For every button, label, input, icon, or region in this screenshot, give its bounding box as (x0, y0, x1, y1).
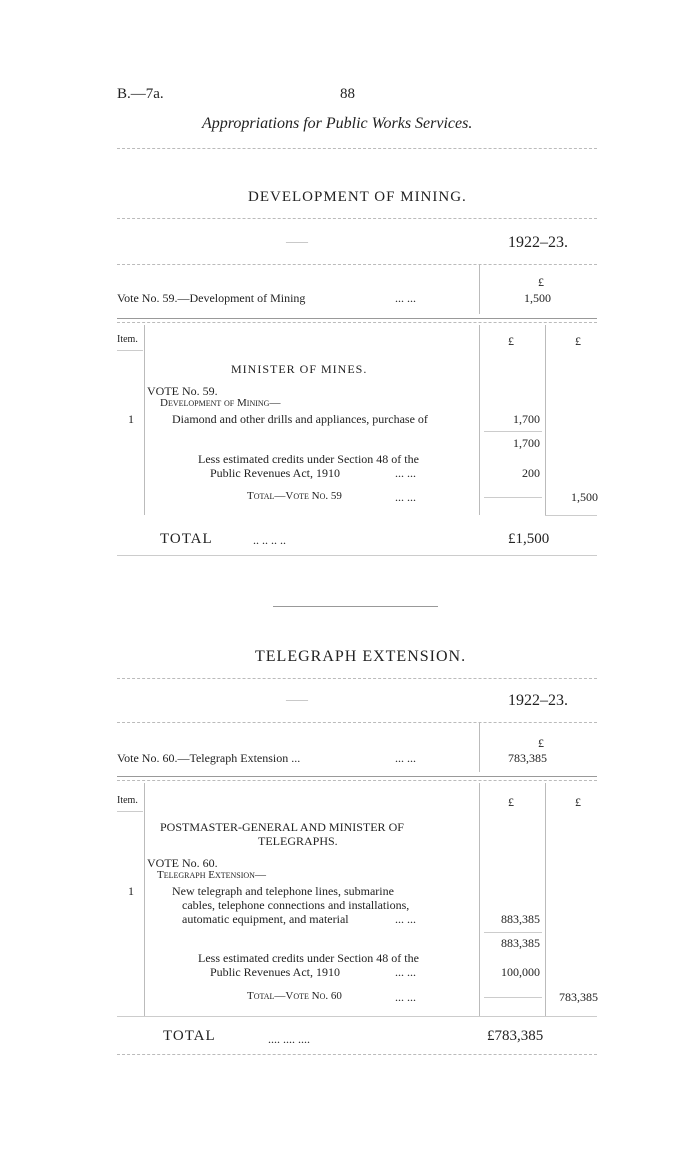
less-credits-line: Less estimated credits under Section 48 of the (198, 452, 419, 466)
column-rule (545, 783, 546, 1016)
less-credits-line: Public Revenues Act, 1910 (210, 965, 340, 979)
rule (484, 932, 542, 933)
grand-total-label: TOTAL (160, 531, 213, 547)
less-credits-line: Less estimated credits under Section 48 of the (198, 951, 419, 965)
rule (117, 1016, 597, 1017)
less-amount: 200 (522, 466, 540, 480)
column-rule (144, 783, 145, 1016)
rule (117, 722, 597, 723)
subtotal-amount: 1,700 (513, 436, 540, 450)
dash: —— (286, 236, 308, 248)
vote-amount: 783,385 (508, 751, 547, 765)
grand-total-amount: £783,385 (487, 1028, 544, 1044)
year-header: 1922–23. (508, 234, 568, 251)
leader-dots: ... ... (395, 965, 416, 979)
item-column-label: Item. (117, 334, 138, 345)
page-title: Appropriations for Public Works Services. (202, 115, 473, 132)
currency-symbol: £ (538, 275, 544, 289)
section-heading-mining: DEVELOPMENT OF MINING. (248, 189, 467, 205)
rule (117, 350, 143, 351)
rule (117, 264, 597, 265)
vote-amount: 1,500 (524, 291, 551, 305)
minister-heading: TELEGRAPHS. (258, 834, 338, 848)
subhead: Telegraph Extension— (157, 869, 266, 881)
grand-total-amount: £1,500 (508, 531, 550, 547)
currency-symbol: £ (575, 334, 581, 348)
currency-symbol: £ (508, 795, 514, 809)
leader-dots: ... ... (395, 990, 416, 1004)
item-description: New telegraph and telephone lines, submarine (172, 884, 394, 898)
rule (117, 1054, 597, 1055)
leader-dots: ... ... (395, 291, 416, 305)
section-heading-telegraph: TELEGRAPH EXTENSION. (255, 648, 467, 665)
leader-dots: ... ... (395, 751, 416, 765)
total-vote-label: Total—Vote No. 60 (247, 990, 342, 1002)
vote-number: VOTE No. 60. (147, 856, 218, 870)
dash: —— (286, 694, 308, 706)
rule (117, 811, 143, 812)
vote-line: Vote No. 60.—Telegraph Extension ... (117, 751, 301, 765)
document-reference: B.—7a. (117, 86, 164, 102)
currency-symbol: £ (508, 334, 514, 348)
total-vote-amount: 783,385 (559, 990, 598, 1004)
item-amount: 1,700 (513, 412, 540, 426)
item-number: 1 (128, 884, 134, 898)
rule (545, 515, 597, 516)
leader-dots: ... ... (395, 490, 416, 504)
item-description: cables, telephone connections and installations, (182, 898, 410, 912)
vote-line: Vote No. 59.—Development of Mining (117, 291, 306, 305)
page-number: 88 (340, 86, 355, 102)
vote-number: VOTE No. 59. (147, 384, 218, 398)
rule (484, 997, 542, 998)
year-header: 1922–23. (508, 692, 568, 709)
column-rule (479, 722, 480, 772)
grand-total-label: TOTAL (163, 1028, 216, 1044)
leader-dots: ... ... (395, 466, 416, 480)
item-number: 1 (128, 412, 134, 426)
item-column-label: Item. (117, 795, 138, 806)
less-credits-line: Public Revenues Act, 1910 (210, 466, 340, 480)
subhead: Development of Mining— (160, 397, 281, 409)
item-description: Diamond and other drills and appliances, purchase of (172, 412, 428, 426)
currency-symbol: £ (538, 736, 544, 750)
rule (117, 678, 597, 679)
total-vote-label: Total—Vote No. 59 (247, 490, 342, 502)
item-description: automatic equipment, and material (182, 912, 349, 926)
column-rule (479, 783, 480, 1016)
total-vote-amount: 1,500 (571, 490, 598, 504)
subtotal-amount: 883,385 (501, 936, 540, 950)
rule (117, 218, 597, 219)
section-divider (273, 606, 438, 607)
rule (117, 318, 597, 319)
less-amount: 100,000 (501, 965, 540, 979)
rule (117, 555, 597, 556)
item-amount: 883,385 (501, 912, 540, 926)
leader-dots: .. .. .. .. (253, 533, 286, 547)
column-rule (545, 325, 546, 515)
column-rule (479, 264, 480, 314)
leader-dots: .... .... .... (268, 1032, 310, 1046)
currency-symbol: £ (575, 795, 581, 809)
rule (484, 497, 542, 498)
column-rule (144, 325, 145, 515)
rule (117, 148, 597, 149)
column-rule (479, 325, 480, 515)
rule (117, 776, 597, 777)
minister-heading: MINISTER OF MINES. (231, 362, 368, 376)
rule (484, 431, 542, 432)
minister-heading: POSTMASTER-GENERAL AND MINISTER OF (160, 820, 404, 834)
leader-dots: ... ... (395, 912, 416, 926)
rule (117, 322, 597, 323)
rule (117, 780, 597, 781)
